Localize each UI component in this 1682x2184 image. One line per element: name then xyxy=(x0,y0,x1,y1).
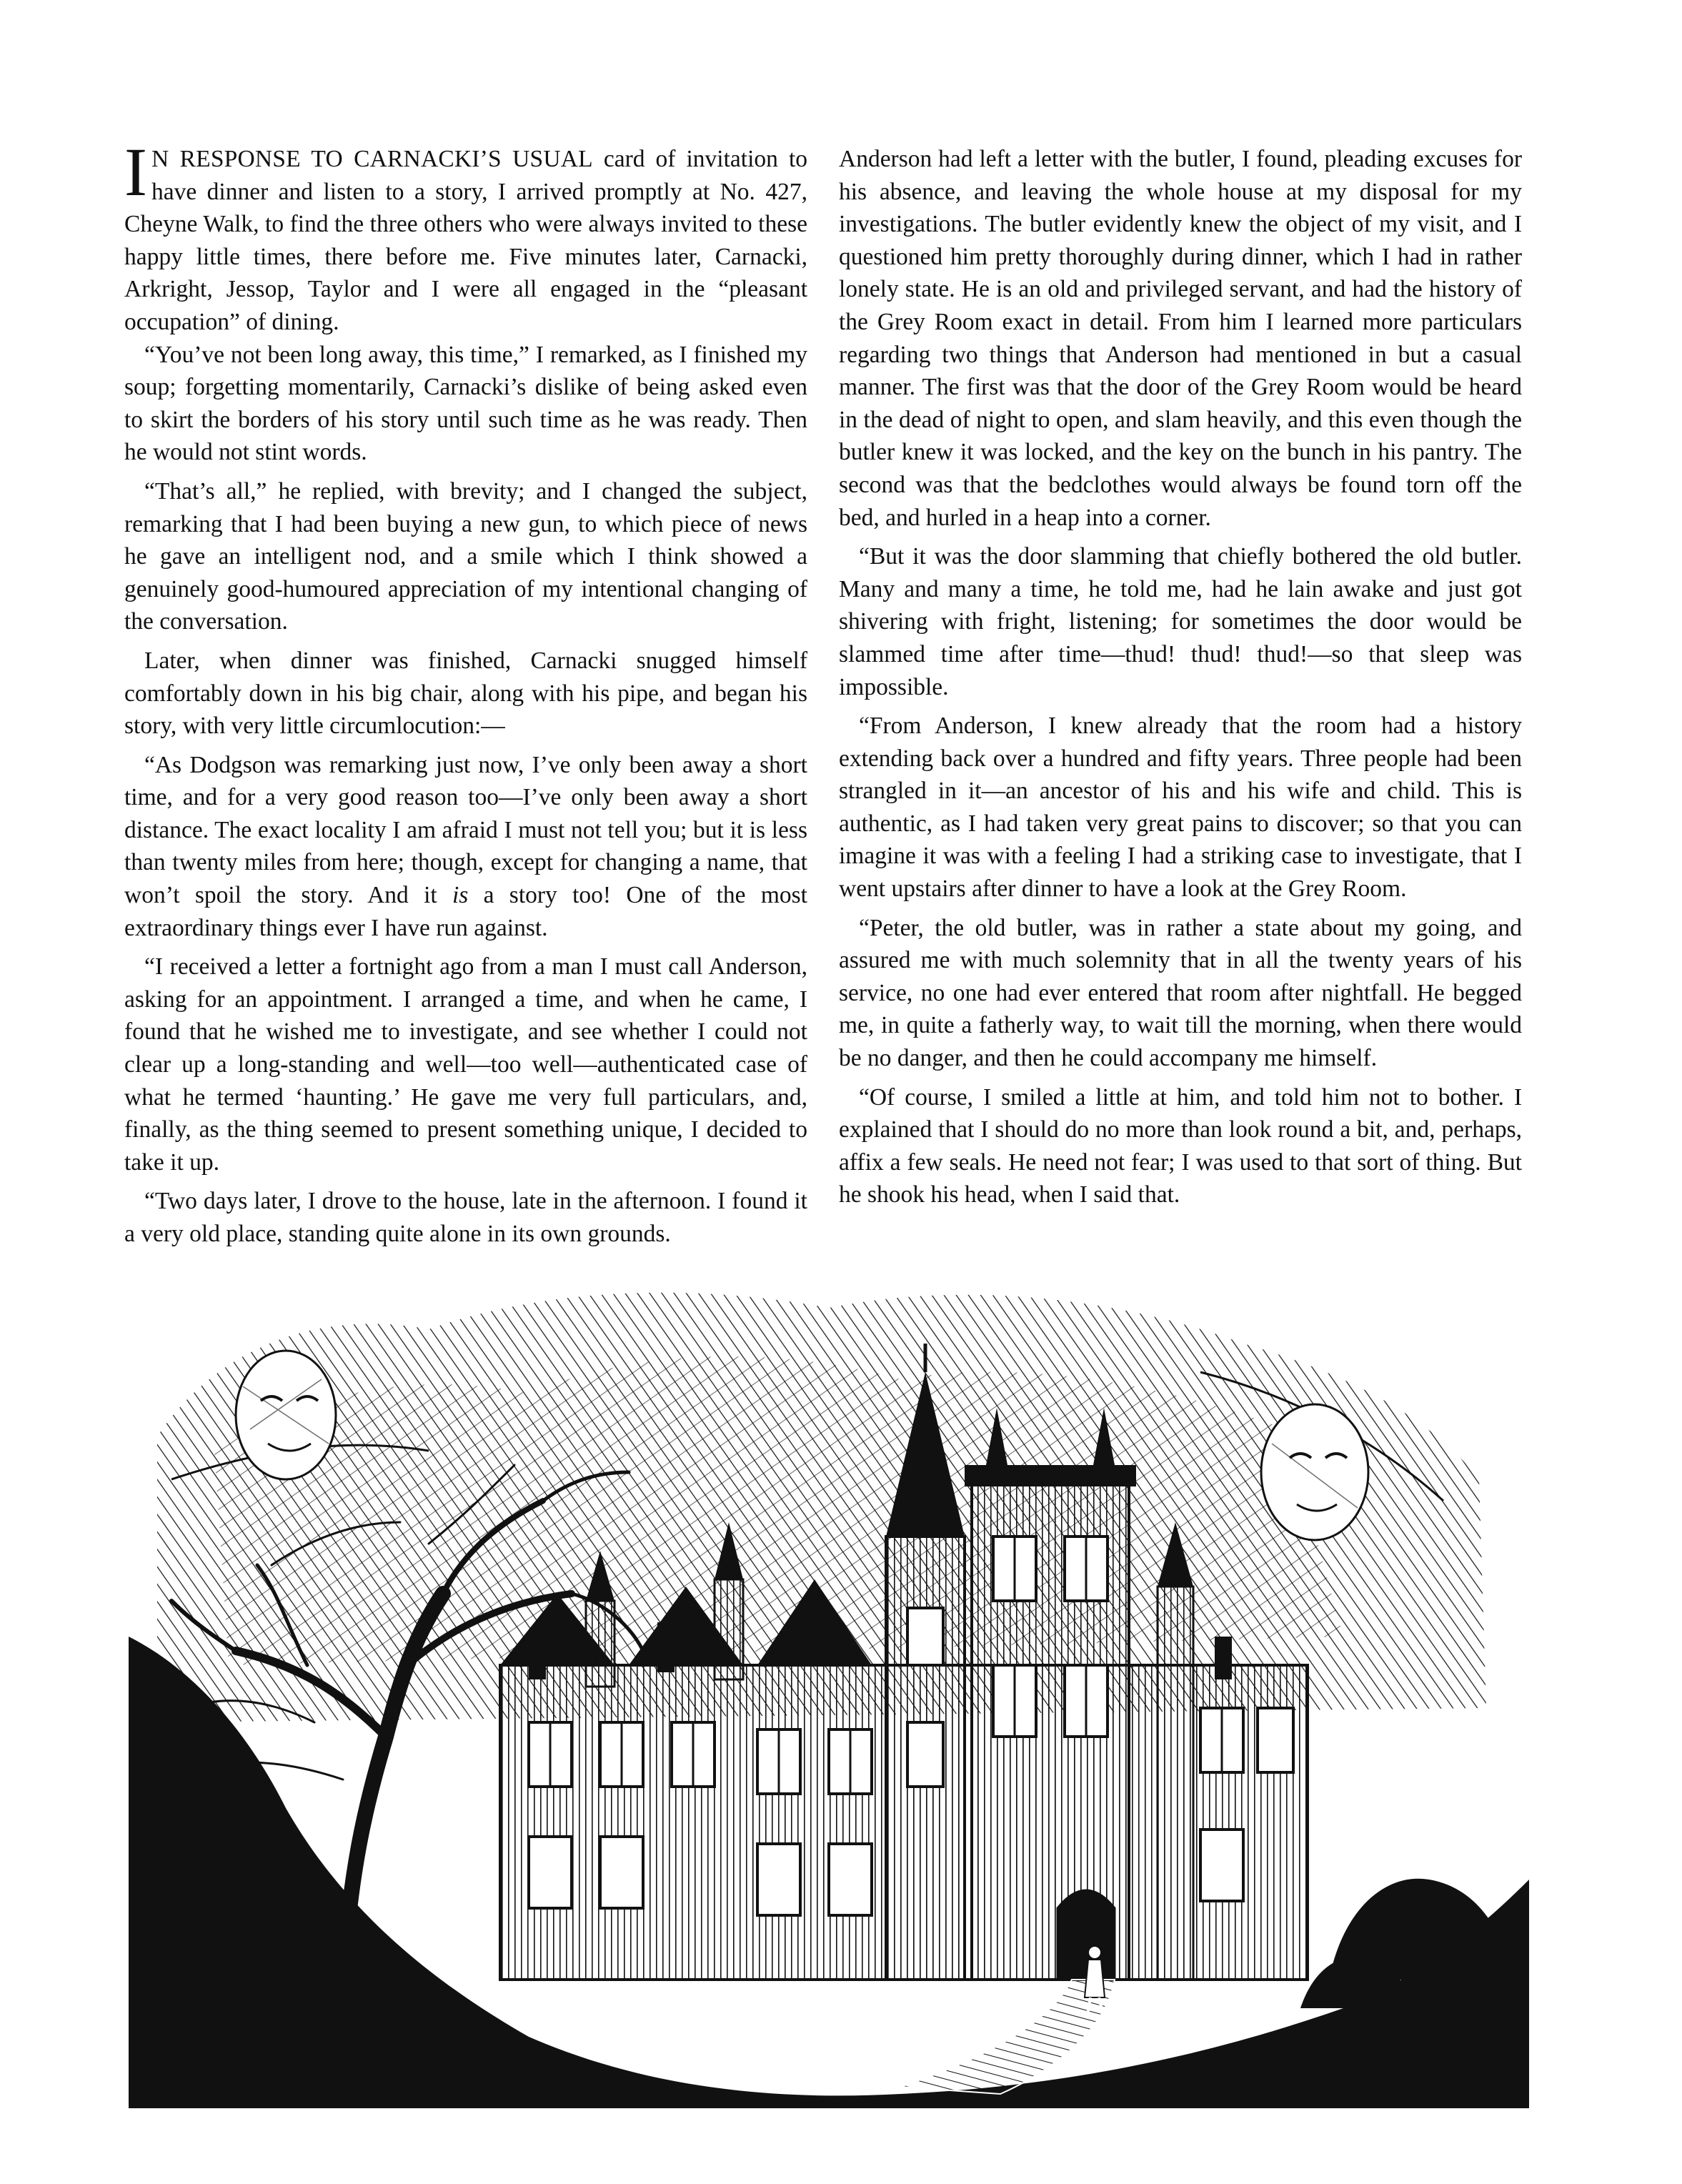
arched-doorway xyxy=(1058,1890,1115,1980)
paragraph: “From Anderson, I knew already that the room had a history extending back over a hundred and fifty years. Three people had been strangled in it—an ancestor of his and his wife and child. This is authentic, as I had taken very great pains to discover; so that you can imagine it was with a feeling I had a striking case to investigate, that I went upstairs after dinner to have a look at the Grey Room. xyxy=(839,713,1522,903)
paragraph: “Peter, the old butler, was in rather a state about my going, and assured me with much solemnity that in all the twenty years of his service, no one had ever entered that room after nightfall. He begged me, in quite a fatherly way, to wait till the morning, when there would be no danger, and then he could accompany me himself. xyxy=(839,914,1522,1072)
paragraph xyxy=(124,749,807,945)
paragraph: “Of course, I smiled a little at him, and told him not to bother. I explained that I should do no more than look round a bit, and, perhaps, affix a few seals. He need not fear; I was used to that sort of thing. But he shook his head, when I said that. xyxy=(839,1083,1522,1208)
paragraph: “But it was the door slamming that chiefly bothered the old butler. Many and many a time, he told me, had he lain awake and just got shivering with fright, listening; for sometimes the door would be slammed time after time—thud! thud! thud!—so that sleep was impossible. xyxy=(839,543,1522,700)
paragraph: “I received a letter a fortnight ago from a man I must call Anderson, asking for an appointment. I arranged a time, and when he came, I found that he wished me to investigate, and see whether I could not clear up a long-standing and well—too well—authenticated case of what he termed ‘haunting.’ He gave me very full particulars, and, finally, as the thing seemed to present something unique, I decided to take it up. xyxy=(124,953,807,1176)
text-column-right xyxy=(839,143,1522,1211)
haunted-house-illustration xyxy=(129,1265,1558,2108)
ghost-face-right xyxy=(1261,1404,1368,1540)
drop-cap: I xyxy=(124,134,147,210)
paragraph: Later, when dinner was finished, Carnacki snugged himself comfortably down in his big chair, along with his pipe, and began his story, with very little circumlocution:— xyxy=(124,647,807,740)
opening-text: card of invitation to have dinner and listen to a story, I arrived promptly at No. 427, Cheyne Walk, to find the three others who were always invited to these happy little times, there before me. Five minutes later, Carnacki, Arkright, Jessop, Taylor and I were all engaged in the “pleasant occupation” of dining. xyxy=(124,146,807,335)
paragraph: “That’s all,” he replied, with brevity; and I changed the subject, remarking that I had been buying a new gun, to which piece of news he gave an intelligent nod, and a smile which I think showed a genuinely good-humoured appreciation of my intentional changing of the conversation. xyxy=(124,477,807,635)
paragraph: Anderson had left a letter with the butler, I found, pleading excuses for his absence, and leaving the whole house at my disposal for my investigations. The butler evidently knew the object of my visit, and I questioned him pretty thoroughly during dinner, which I had in rather lonely state. He is an old and privileged servant, and had the history of the Grey Room exact in detail. From him I learned more particulars regarding two things that Anderson had mentioned in but a casual manner. The first was that the door of the Grey Room would be heard in the dead of night to open, and slam heavily, and this even though the butler knew it was locked, and the key on the bunch in his pantry. The second was that the bedclothes would always be found torn off the bed, and hurled in a heap into a corner. xyxy=(839,146,1522,531)
paragraph-text: a story too! One of the most extraordinary things ever I have run against. xyxy=(124,882,807,941)
paragraph: “You’ve not been long away, this time,” I remarked, as I finished my soup; forgetting momentarily, Carnacki’s dislike of being asked even to skirt the borders of his story until such time as he was ready. Then he would not stint words. xyxy=(124,341,807,466)
opening-caps: N RESPONSE TO CARNACKI’S USUAL xyxy=(151,146,593,172)
paragraph-text: “As Dodgson was remarking just now, I’ve only been away a short time, and for a very good reason too—I’ve only been away a short distance. The exact locality I am afraid I must not tell you; but it is less than twenty miles from here; though, except for changing a name, that won’t spoil the story. And it xyxy=(124,751,807,909)
opening-paragraph xyxy=(124,134,807,339)
emphasis-text: is xyxy=(452,882,469,909)
text-column-left xyxy=(124,134,807,1251)
paragraph: “Two days later, I drove to the house, late in the afternoon. I found it a very old place, standing quite alone in its own grounds. xyxy=(124,1188,807,1247)
ghost-face-left xyxy=(236,1351,336,1479)
